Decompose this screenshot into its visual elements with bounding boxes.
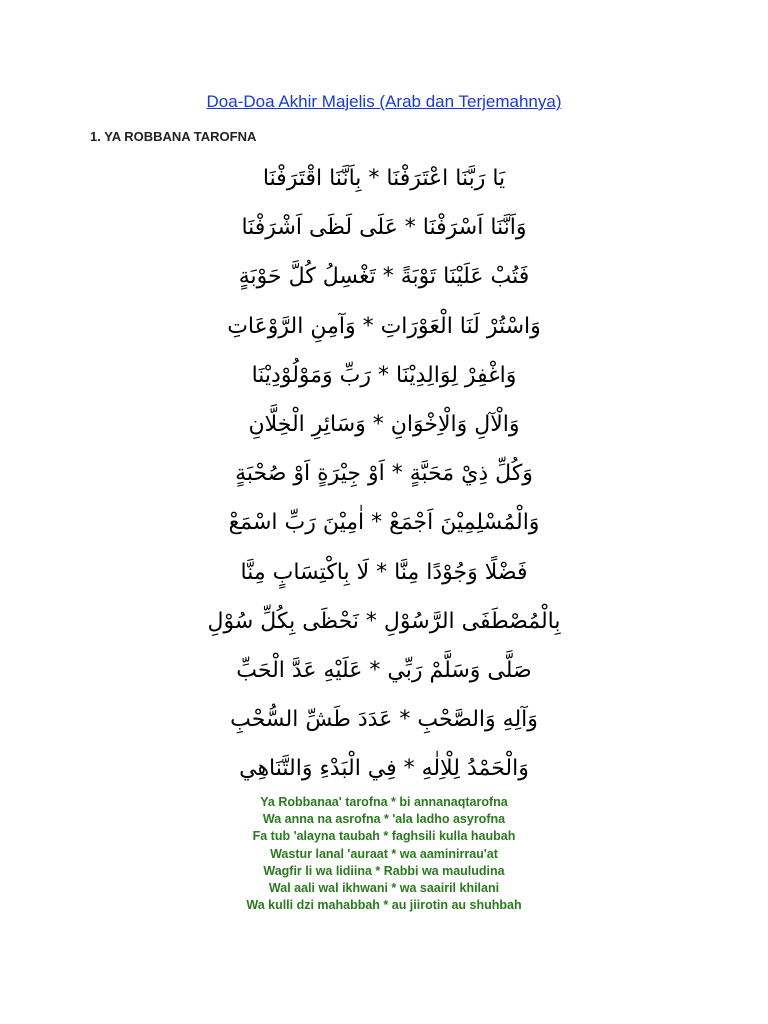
arabic-verse-line: وَكُلِّ ذِيْ مَحَبَّةٍ * اَوْ جِيْرَةٍ اَوْ صُحْبَةٍ — [235, 461, 533, 487]
transliteration-line: Wagfir li wa lidiina * Rabbi wa mauludina — [263, 863, 505, 878]
arabic-verse-line: وَاغْفِرْ لِوَالِدِيْنَا * رَبِّ وَمَوْلُوْدِيْنَا — [251, 362, 517, 388]
arabic-verse-line: وَآلِهِ وَالصَّحْبِ * عَدَدَ طَشِّ السُّحْبِ — [230, 707, 538, 733]
transliteration-line: Wal aali wal ikhwani * wa saairil khilani — [268, 881, 500, 896]
arabic-verse-line: فَضْلًا وَجُوْدًا مِنَّا * لَا بِاكْتِسَابٍ مِنَّا — [240, 559, 528, 585]
arabic-verse-line: وَاَنَّنَا اَسْرَفْنَا * عَلَى لَظَى اَشْرَفْنَا — [241, 215, 527, 241]
arabic-verse-line: وَاسْتُرْ لَنَا الْعَوْرَاتِ * وَآمِنِ الرَّوْعَاتِ — [227, 313, 541, 339]
arabic-verse-line: وَالْحَمْدُ لِلْاِلٰهِ * فِي الْبَدْءِ وَالتَّنَاهِي — [239, 756, 529, 782]
document-title: Doa-Doa Akhir Majelis (Arab dan Terjemahnya) — [206, 92, 562, 111]
section-heading: 1. YA ROBBANA TAROFNA — [90, 129, 257, 144]
arabic-verse-line: صَلَّى وَسَلَّمْ رَبِّي * عَلَيْهِ عَدَّ الْحَبِّ — [236, 657, 532, 683]
arabic-verse-line: يَا رَبَّنَا اعْتَرَفْنَا * بِاَنَّنَا اقْتَرَفْنَا — [262, 166, 506, 191]
transliteration-list — [0, 794, 768, 914]
arabic-verse-line: وَالْآلِ وَالْاِخْوَانِ * وَسَائِرِ الْخِلَّانِ — [248, 411, 520, 437]
transliteration-line: Wa kulli dzi mahabbah * au jiirotin au shuhbah — [246, 898, 522, 913]
transliteration-line: Ya Robbanaa' tarofna * bi annanaqtarofna — [260, 795, 508, 809]
arabic-verse-line: وَالْمُسْلِمِيْنَ اَجْمَعْ * اٰمِيْنَ رَبِّ اسْمَعْ — [228, 510, 540, 536]
arabic-verse-line: فَتُبْ عَلَيْنَا تَوْبَةً * تَغْسِلُ كُلَّ حَوْبَةٍ — [238, 264, 530, 290]
arabic-verse-list — [0, 154, 768, 793]
transliteration-line: Wastur lanal 'auraat * wa aaminirrau'at — [270, 846, 498, 861]
arabic-verse-line: بِالْمُصْطَفَى الرَّسُوْلِ * نَحْظَى بِكُلِّ سُوْلِ — [207, 608, 561, 634]
transliteration-line: Fa tub 'alayna taubah * faghsili kulla haubah — [252, 829, 516, 844]
transliteration-line: Wa anna na asrofna * 'ala ladho asyrofna — [262, 812, 506, 827]
